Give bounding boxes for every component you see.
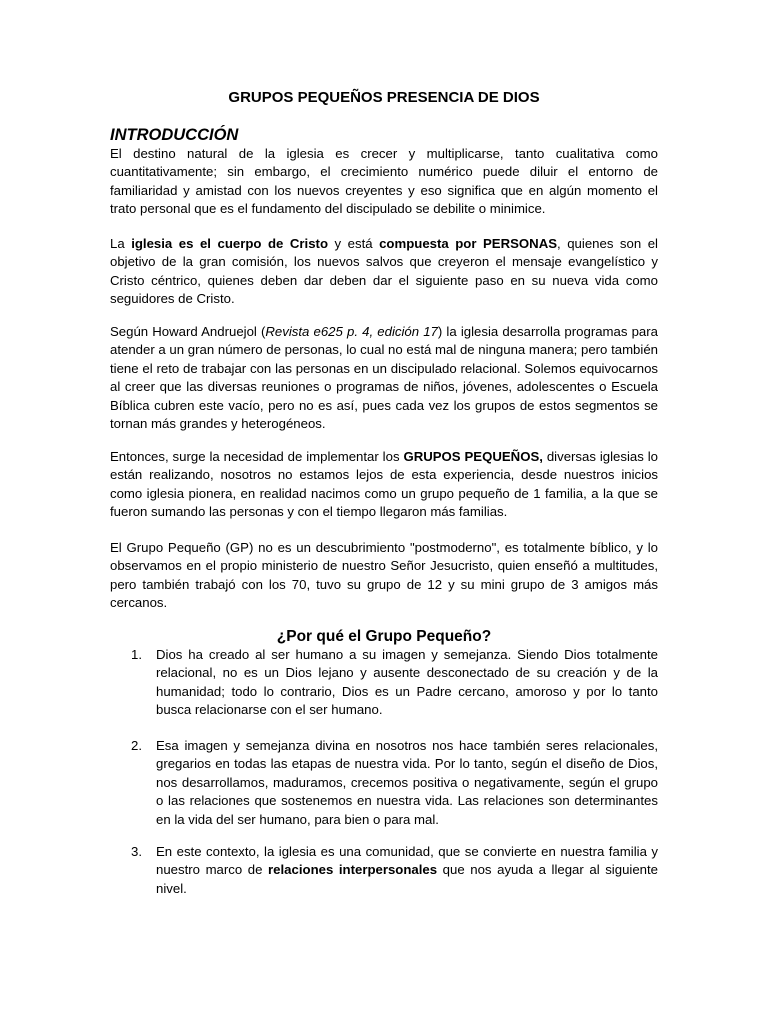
text-run: Entonces, surge la necesidad de implementar los bbox=[110, 449, 404, 464]
text-run: El destino natural de la iglesia es crecer y multiplicarse, tanto cualitativa como cuantitativamente; sin embargo, el crecimiento numérico puede diluir el entorno de familiaridad y amistad con los nuevos creyentes y eso significa que en algún momento el trato personal que es el fundamento del discipulado se debilite o minimice. bbox=[110, 146, 658, 217]
bold-text: relaciones interpersonales bbox=[268, 862, 438, 878]
paragraph-intro-3 bbox=[110, 323, 658, 433]
paragraph-intro-2 bbox=[110, 235, 658, 309]
text-run: diversas iglesias lo están realizando, nosotros no estamos lejos de esta experiencia, desde nuestros inicios como iglesia pionera, en realidad nacimos como un grupo pequeño de 1 familia, a la que se fueron sumando las personas y con el tiempo llegaron más familias. bbox=[110, 449, 659, 520]
text-run: Esa imagen y semejanza divina en nosotros nos hace también seres relacionales, gregarios en todas las etapas de nuestra vida. Por lo tanto, según el diseño de Dios, nos desarrollamos, maduramos, crecemos positiva o negativamente, según el grupo o las relaciones que sostenemos en nuestra vida. Las relaciones son determinantes en la vida del ser humano, para bien o para mal. bbox=[156, 738, 658, 827]
document-title: GRUPOS PEQUEÑOS PRESENCIA DE DIOS bbox=[228, 89, 540, 106]
section-subheading: ¿Por qué el Grupo Pequeño? bbox=[276, 628, 492, 645]
bold-text: compuesta por PERSONAS bbox=[379, 236, 558, 251]
text-run: que nos ayuda a llegar al siguiente nivel. bbox=[156, 862, 659, 896]
bold-text: iglesia es el cuerpo de Cristo bbox=[131, 236, 328, 251]
text-run: La bbox=[110, 236, 132, 251]
list-item-number: 1. bbox=[131, 647, 142, 662]
text-run: y está bbox=[328, 236, 380, 251]
list-item-text bbox=[156, 843, 658, 898]
list-item-text bbox=[156, 737, 658, 829]
list-item-text bbox=[156, 646, 658, 720]
intro-heading: INTRODUCCIÓN bbox=[110, 126, 239, 144]
list-item-number: 2. bbox=[131, 738, 142, 753]
paragraph-intro-1 bbox=[110, 145, 658, 219]
paragraph-intro-4 bbox=[110, 448, 658, 522]
text-run: ) la iglesia desarrolla programas para atender a un gran número de personas, lo cual no está mal de ninguna manera; pero también tiene el reto de trabajar con las personas en un discipulado relacional. Solemos equivocarnos al creer que las diversas reuniones o programas de niños, jóvenes, adolescentes o Escuela Bíblica cubren este vacío, pero no es así, pues cada vez los grupos de estos segmentos se tornan más grandes y heterogéneos. bbox=[110, 324, 658, 432]
text-run: Según Howard Andruejol ( bbox=[110, 324, 266, 339]
text-run: El Grupo Pequeño (GP) no es un descubrimiento "postmoderno", es totalmente bíblico, y lo observamos en el propio ministerio de nuestro Señor Jesucristo, quien enseñó a multitudes, pero también trabajó con los 70, tuvo su grupo de 12 y su mini grupo de 3 amigos más cercanos. bbox=[110, 540, 658, 611]
bold-text: GRUPOS PEQUEÑOS, bbox=[403, 449, 543, 464]
italic-text: Revista e625 p. 4, edición 17 bbox=[265, 324, 438, 339]
paragraph-intro-5 bbox=[110, 539, 658, 613]
text-run: , quienes son el objetivo de la gran comisión, los nuevos salvos que creyeron el mensaje evangelístico y Cristo céntrico, quienes deben dar deben dar el siguiente paso en su nueva vida como seguidores de Cristo. bbox=[110, 236, 658, 307]
text-run: Dios ha creado al ser humano a su imagen y semejanza. Siendo Dios totalmente relacional, no es un Dios lejano y ausente desconectado de su creación y de la humanidad; todo lo contrario, Dios es un Padre cercano, amoroso y por lo tanto busca relacionarse con el ser humano. bbox=[156, 647, 658, 718]
list-item-number: 3. bbox=[131, 844, 142, 859]
text-run: En este contexto, la iglesia es una comunidad, que se convierte en nuestra familia y nuestro marco de bbox=[156, 844, 658, 878]
